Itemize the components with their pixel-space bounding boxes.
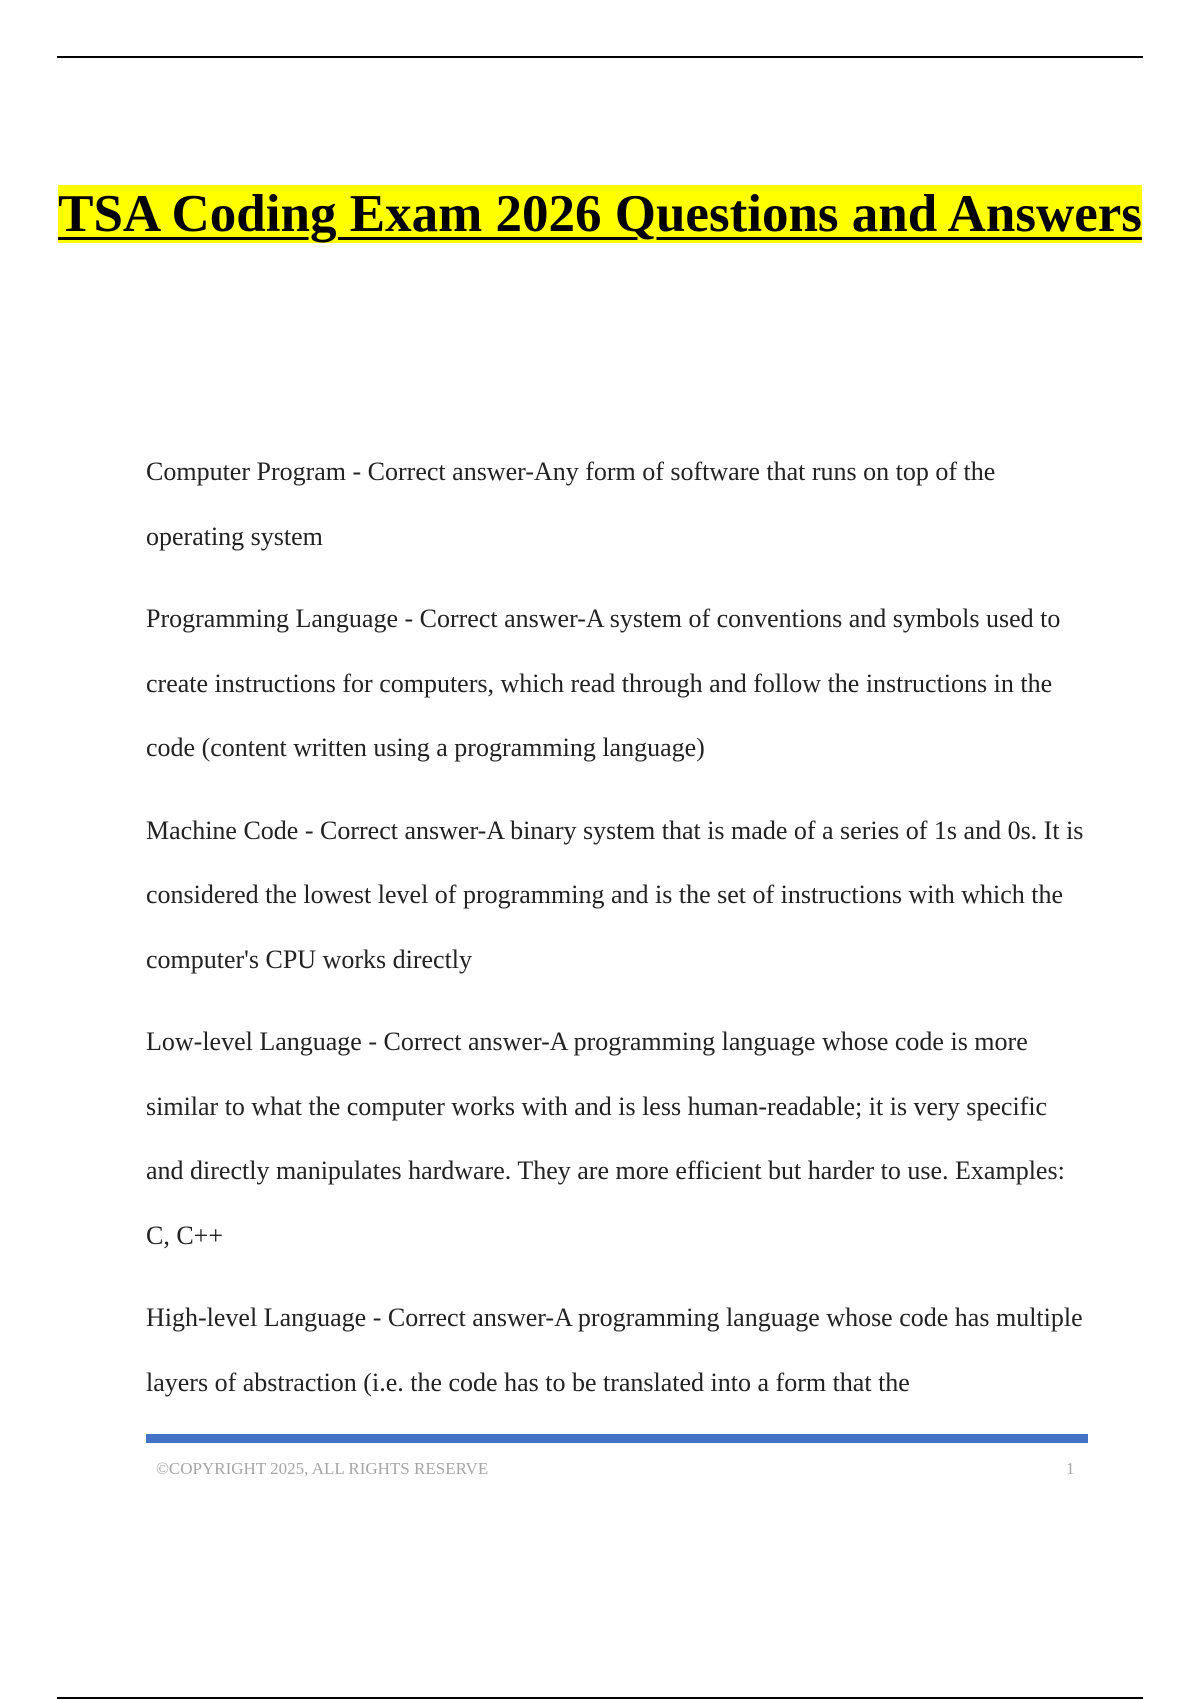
qa-entry-computer-program: Computer Program - Correct answer-Any form of software that runs on top of the operating system	[146, 457, 996, 551]
document-title-text: TSA Coding Exam 2026 Questions and Answers	[58, 185, 1142, 243]
page-number: 1	[1066, 1459, 1075, 1478]
bottom-rule	[57, 1697, 1143, 1699]
qa-content	[146, 440, 1090, 1433]
qa-entry-low-level-language: Low-level Language - Correct answer-A programming language whose code is more similar to what the computer works with and is less human-readable; it is very specific and directly manipulates hardware. They are more efficient but harder to use. Examples: C, C++	[146, 1027, 1065, 1250]
footer-copyright: ©COPYRIGHT 2025, ALL RIGHTS RESERVE	[156, 1459, 489, 1478]
footer-bar	[146, 1434, 1088, 1443]
top-rule	[57, 56, 1143, 58]
qa-entry-high-level-language: High-level Language - Correct answer-A programming language whose code has multiple layers of abstraction (i.e. the code has to be translated into a form that the	[146, 1303, 1083, 1397]
document-title	[0, 168, 1200, 260]
qa-entry-programming-language: Programming Language - Correct answer-A system of conventions and symbols used to create instructions for computers, which read through and follow the instructions in the code (content written using a programming language)	[146, 604, 1061, 762]
qa-entry-machine-code: Machine Code - Correct answer-A binary system that is made of a series of 1s and 0s. It is considered the lowest level of programming and is the set of instructions with which the computer's CPU works directly	[146, 815, 1084, 974]
